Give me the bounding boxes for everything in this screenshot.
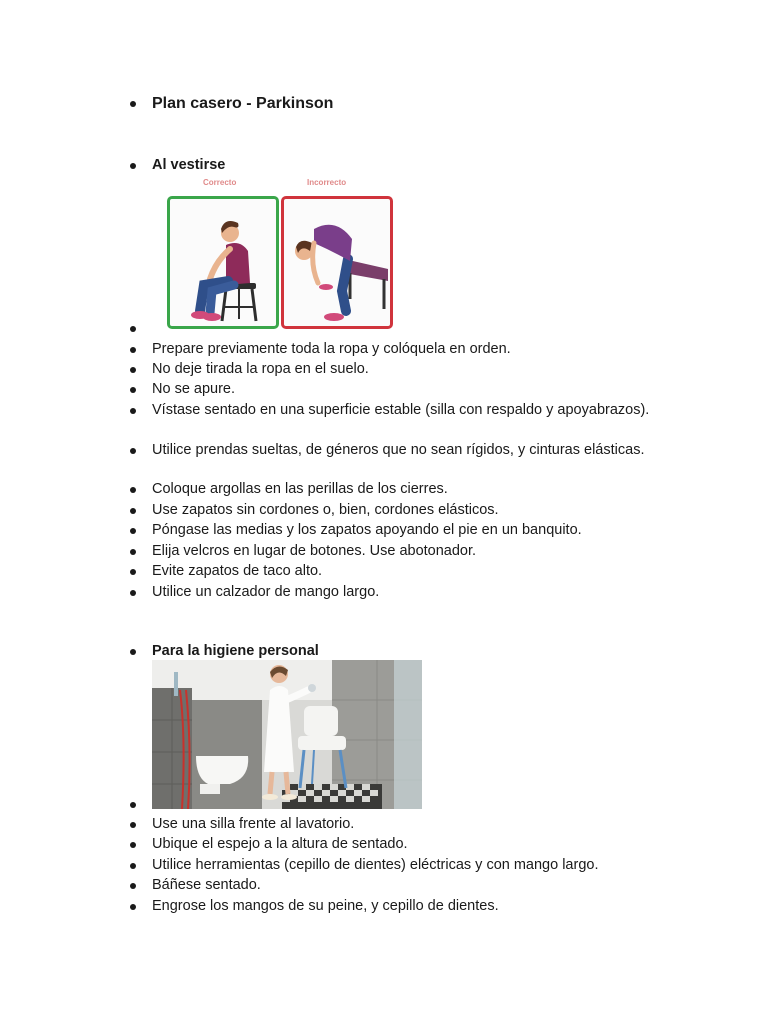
bullet-icon bbox=[130, 883, 136, 889]
section-heading-hygiene: Para la higiene personal bbox=[152, 643, 319, 659]
list-item-text: Utilice prendas sueltas, de géneros que no sean rígidos, y cinturas elásticas. bbox=[152, 442, 645, 458]
list-item-text: Coloque argollas en las perillas de los cierres. bbox=[152, 481, 448, 497]
correct-caption: Correcto bbox=[203, 178, 237, 187]
bullet-icon bbox=[130, 863, 136, 869]
list-item-text: Prepare previamente toda la ropa y colóquela en orden. bbox=[152, 341, 511, 357]
incorrect-panel bbox=[281, 196, 393, 329]
list-item-text: Elija velcros en lugar de botones. Use abotonador. bbox=[152, 543, 477, 559]
document-title: Plan casero - Parkinson bbox=[152, 95, 334, 112]
list-item-text: Báñese sentado. bbox=[152, 877, 261, 893]
list-item-text: No deje tirada la ropa en el suelo. bbox=[152, 361, 369, 377]
bending-person-illustration bbox=[284, 199, 390, 326]
bullet-icon bbox=[130, 367, 136, 373]
list-item-text: Engrose los mangos de su peine, y cepillo de dientes. bbox=[152, 898, 499, 914]
list-item-text: Ubique el espejo a la altura de sentado. bbox=[152, 836, 408, 852]
list-item-text: Use una silla frente al lavatorio. bbox=[152, 816, 355, 832]
bullet-icon bbox=[130, 326, 136, 332]
list-item-text: Utilice herramientas (cepillo de dientes) eléctricas y con mango largo. bbox=[152, 857, 599, 873]
bullet-icon bbox=[130, 842, 136, 848]
list-item-text: Use zapatos sin cordones o, bien, cordones elásticos. bbox=[152, 502, 499, 518]
list-item-text: Vístase sentado en una superficie estable (silla con respaldo y apoyabrazos). bbox=[152, 402, 650, 418]
bullet-icon bbox=[130, 802, 136, 808]
incorrect-caption: Incorrecto bbox=[307, 178, 347, 187]
bullet-icon bbox=[130, 590, 136, 596]
bullet-icon bbox=[130, 904, 136, 910]
bullet-icon bbox=[130, 649, 136, 655]
bullet-icon bbox=[130, 822, 136, 828]
dressing-illustration bbox=[165, 178, 393, 330]
shower-chair-illustration bbox=[152, 660, 422, 809]
bullet-icon bbox=[130, 163, 136, 169]
bullet-icon bbox=[130, 408, 136, 414]
bullet-icon bbox=[130, 569, 136, 575]
bullet-icon bbox=[130, 549, 136, 555]
bullet-icon bbox=[130, 528, 136, 534]
correct-panel bbox=[167, 196, 279, 329]
list-item-text: Evite zapatos de taco alto. bbox=[152, 563, 323, 579]
bathroom-photo bbox=[152, 660, 422, 809]
bullet-icon bbox=[130, 101, 136, 107]
bullet-icon bbox=[130, 487, 136, 493]
section-heading-dressing: Al vestirse bbox=[152, 157, 226, 173]
list-item-text: Utilice un calzador de mango largo. bbox=[152, 584, 380, 600]
seated-person-illustration bbox=[170, 199, 276, 326]
bullet-icon bbox=[130, 508, 136, 514]
list-item-text: No se apure. bbox=[152, 381, 236, 397]
bullet-icon bbox=[130, 387, 136, 393]
bullet-icon bbox=[130, 347, 136, 353]
list-item-text: Póngase las medias y los zapatos apoyando el pie en un banquito. bbox=[152, 522, 582, 538]
bullet-icon bbox=[130, 448, 136, 454]
